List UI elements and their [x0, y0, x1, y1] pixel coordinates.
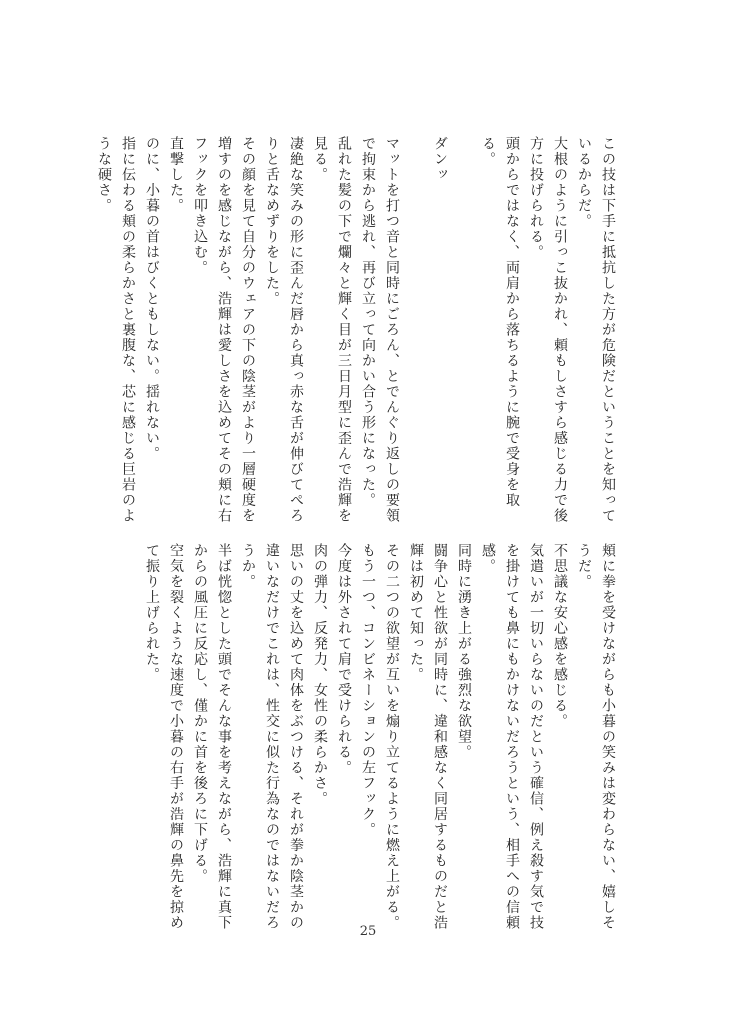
text-line: この技は下手に抵抗した方が危険だということを知って	[600, 136, 616, 524]
text-line: 輝は初めて知った。	[408, 543, 424, 683]
text-line: 違いなだけでこれは、性交に似た行為なのではないだろ	[264, 543, 280, 931]
text-line: 思いの丈を込めて肉体をぶつける、それが拳か陰茎かの	[288, 543, 304, 931]
text-line: 増すのを感じながら、浩輝は愛しさを込めてその頬に右	[216, 136, 232, 524]
text-line	[404, 136, 428, 508]
text-line	[452, 136, 476, 508]
text-line: 半ば恍惚とした頭でそんな事を考えながら、浩輝に真下	[216, 543, 232, 931]
text-line: りと舌なめずりをした。	[264, 136, 280, 307]
text-line: 見る。	[312, 136, 328, 183]
text-line: 凄絶な笑みの形に歪んだ唇から真っ赤な舌が伸びてぺろ	[288, 136, 304, 524]
text-line: 方に投げられる。	[528, 136, 544, 260]
lower-text-block	[100, 543, 620, 931]
text-line: 感。	[480, 543, 496, 574]
text-line: 乱れた髪の下で爛々と輝く目が三日月型に歪んで浩輝を	[336, 136, 352, 524]
text-line: 闘争心と性欲が同時に、違和感なく同居するものだと浩	[432, 543, 448, 931]
text-line: 肉の弾力、反発力、女性の柔らかさ。	[312, 543, 328, 807]
upper-text-block	[96, 136, 620, 524]
text-line: 気遣いが一切いらないのだという確信、例え殺す気で技	[528, 543, 544, 931]
text-line: る。	[480, 136, 496, 167]
text-line: からの風圧に反応し、僅かに首を後ろに下げる。	[192, 543, 208, 884]
text-line: フックを叩き込む。	[192, 136, 208, 276]
text-line: 同時に湧き上がる強烈な欲望。	[456, 543, 472, 760]
text-line: いるからだ。	[576, 136, 592, 229]
text-line: もう一つ、コンビネーションの左フック。	[360, 543, 376, 838]
text-line: マットを打つ音と同時にごろん、とでんぐり返しの要領	[384, 136, 400, 524]
text-line: 大根のように引っこ抜かれ、頼もしさすら感じる力で後	[552, 136, 568, 524]
text-line: ダンッ	[432, 136, 448, 183]
text-line: 直撃した。	[168, 136, 184, 214]
text-line: 不思議な安心感を感じる。	[552, 543, 568, 729]
page-number: 25	[359, 924, 377, 939]
text-line: 今度は外されて肩で受けられる。	[336, 543, 352, 776]
text-line: その顔を見て自分のウェアの下の陰茎がより一層硬度を	[240, 136, 256, 524]
text-line: で拘束から逃れ、再び立って向かい合う形になった。	[360, 136, 376, 508]
text-line: 空気を裂くような速度で小暮の右手が浩輝の鼻先を掠め	[168, 543, 184, 931]
text-line: 頬に拳を受けながらも小暮の笑みは変わらない、嬉しそ	[600, 543, 616, 931]
text-line: 指に伝わる頬の柔らかさと裏腹な、芯に感じる巨岩のよ	[120, 136, 136, 524]
text-line: その二つの欲望が互いを煽り立てるように燃え上がる。	[384, 543, 400, 931]
text-line: を掛けても鼻にもかけないだろうという、相手への信頼	[504, 543, 520, 931]
text-line: て振り上げられた。	[144, 543, 160, 683]
text-line: のに、小暮の首はびくともしない。揺れない。	[144, 136, 160, 462]
text-line: うだ。	[576, 543, 592, 590]
text-line: 頭からではなく、両肩から落ちるように腕で受身を取	[504, 136, 520, 508]
text-line: うか。	[240, 543, 256, 590]
text-line: うな硬さ。	[96, 136, 112, 214]
